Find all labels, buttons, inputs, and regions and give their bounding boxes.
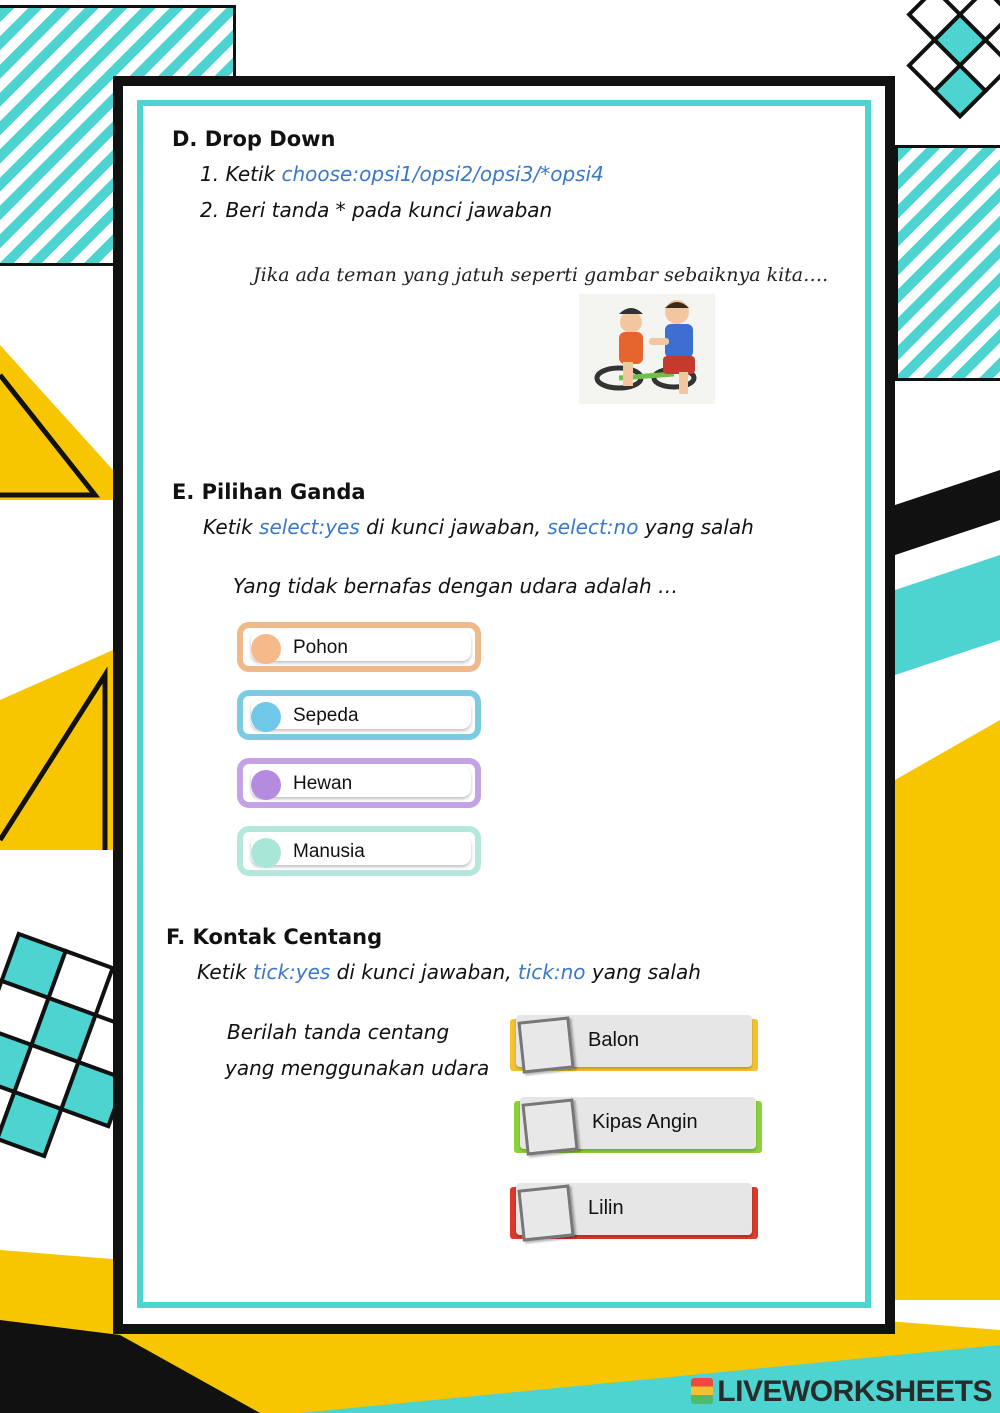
instr-code-yes: select:yes: [259, 515, 360, 539]
section-e-instruction: [203, 515, 754, 539]
section-f-question-line1: Berilah tanda centang: [227, 1020, 450, 1044]
instr-code-no: select:no: [547, 515, 639, 539]
choice-label: Sepeda: [293, 705, 359, 726]
instr-mid: di kunci jawaban,: [359, 515, 548, 539]
radio-dot: [251, 702, 281, 732]
choice-label: Pohon: [293, 637, 348, 658]
choice-option-manusia[interactable]: [237, 826, 481, 876]
checkbox-option-lilin[interactable]: [510, 1183, 758, 1239]
section-f-instruction: [197, 960, 701, 984]
checkbox-option-kipas-angin[interactable]: [514, 1097, 762, 1153]
choice-label: Hewan: [293, 773, 353, 794]
instr-suffix: yang salah: [638, 515, 754, 539]
choice-option-sepeda[interactable]: [237, 690, 481, 740]
section-f-heading: F. Kontak Centang: [166, 925, 383, 949]
brand-text: LIVEWORKSHEETS: [717, 1375, 992, 1408]
checkbox[interactable]: [517, 1016, 574, 1073]
liveworksheets-logo: [691, 1375, 992, 1409]
checkbox-option-balon[interactable]: [510, 1015, 758, 1071]
section-e-heading: E. Pilihan Ganda: [172, 480, 366, 504]
radio-dot: [251, 770, 281, 800]
choice-option-pohon[interactable]: [237, 622, 481, 672]
radio-dot: [251, 634, 281, 664]
section-f-question-line2: yang menggunakan udara: [225, 1056, 490, 1080]
section-d-step2: 2. Beri tanda * pada kunci jawaban: [200, 198, 553, 222]
section-d-question: Jika ada teman yang jatuh seperti gambar sebaiknya kita….: [253, 264, 829, 286]
instr-prefix: Ketik: [197, 960, 254, 984]
choice-label: Manusia: [293, 841, 365, 862]
instr-mid: di kunci jawaban,: [330, 960, 518, 984]
checkbox-label: Kipas Angin: [592, 1111, 698, 1133]
step1-code: choose:opsi1/opsi2/opsi3/*opsi4: [281, 162, 604, 186]
children-fallen-bicycle-illustration: [579, 294, 715, 404]
instr-code-no: tick:no: [517, 960, 586, 984]
instr-suffix: yang salah: [585, 960, 701, 984]
section-e-question: Yang tidak bernafas dengan udara adalah …: [233, 574, 679, 598]
instr-prefix: Ketik: [203, 515, 260, 539]
instr-code-yes: tick:yes: [253, 960, 331, 984]
step1-prefix: 1. Ketik: [200, 162, 282, 186]
live-logo-icon: [691, 1378, 713, 1404]
checkbox-label: Lilin: [588, 1197, 624, 1219]
section-d-step1: [200, 162, 604, 186]
radio-dot: [251, 838, 281, 868]
checkbox-label: Balon: [588, 1029, 640, 1051]
checkbox[interactable]: [517, 1184, 574, 1241]
choice-option-hewan[interactable]: [237, 758, 481, 808]
section-d-heading: D. Drop Down: [172, 127, 336, 151]
checkbox[interactable]: [521, 1098, 578, 1155]
